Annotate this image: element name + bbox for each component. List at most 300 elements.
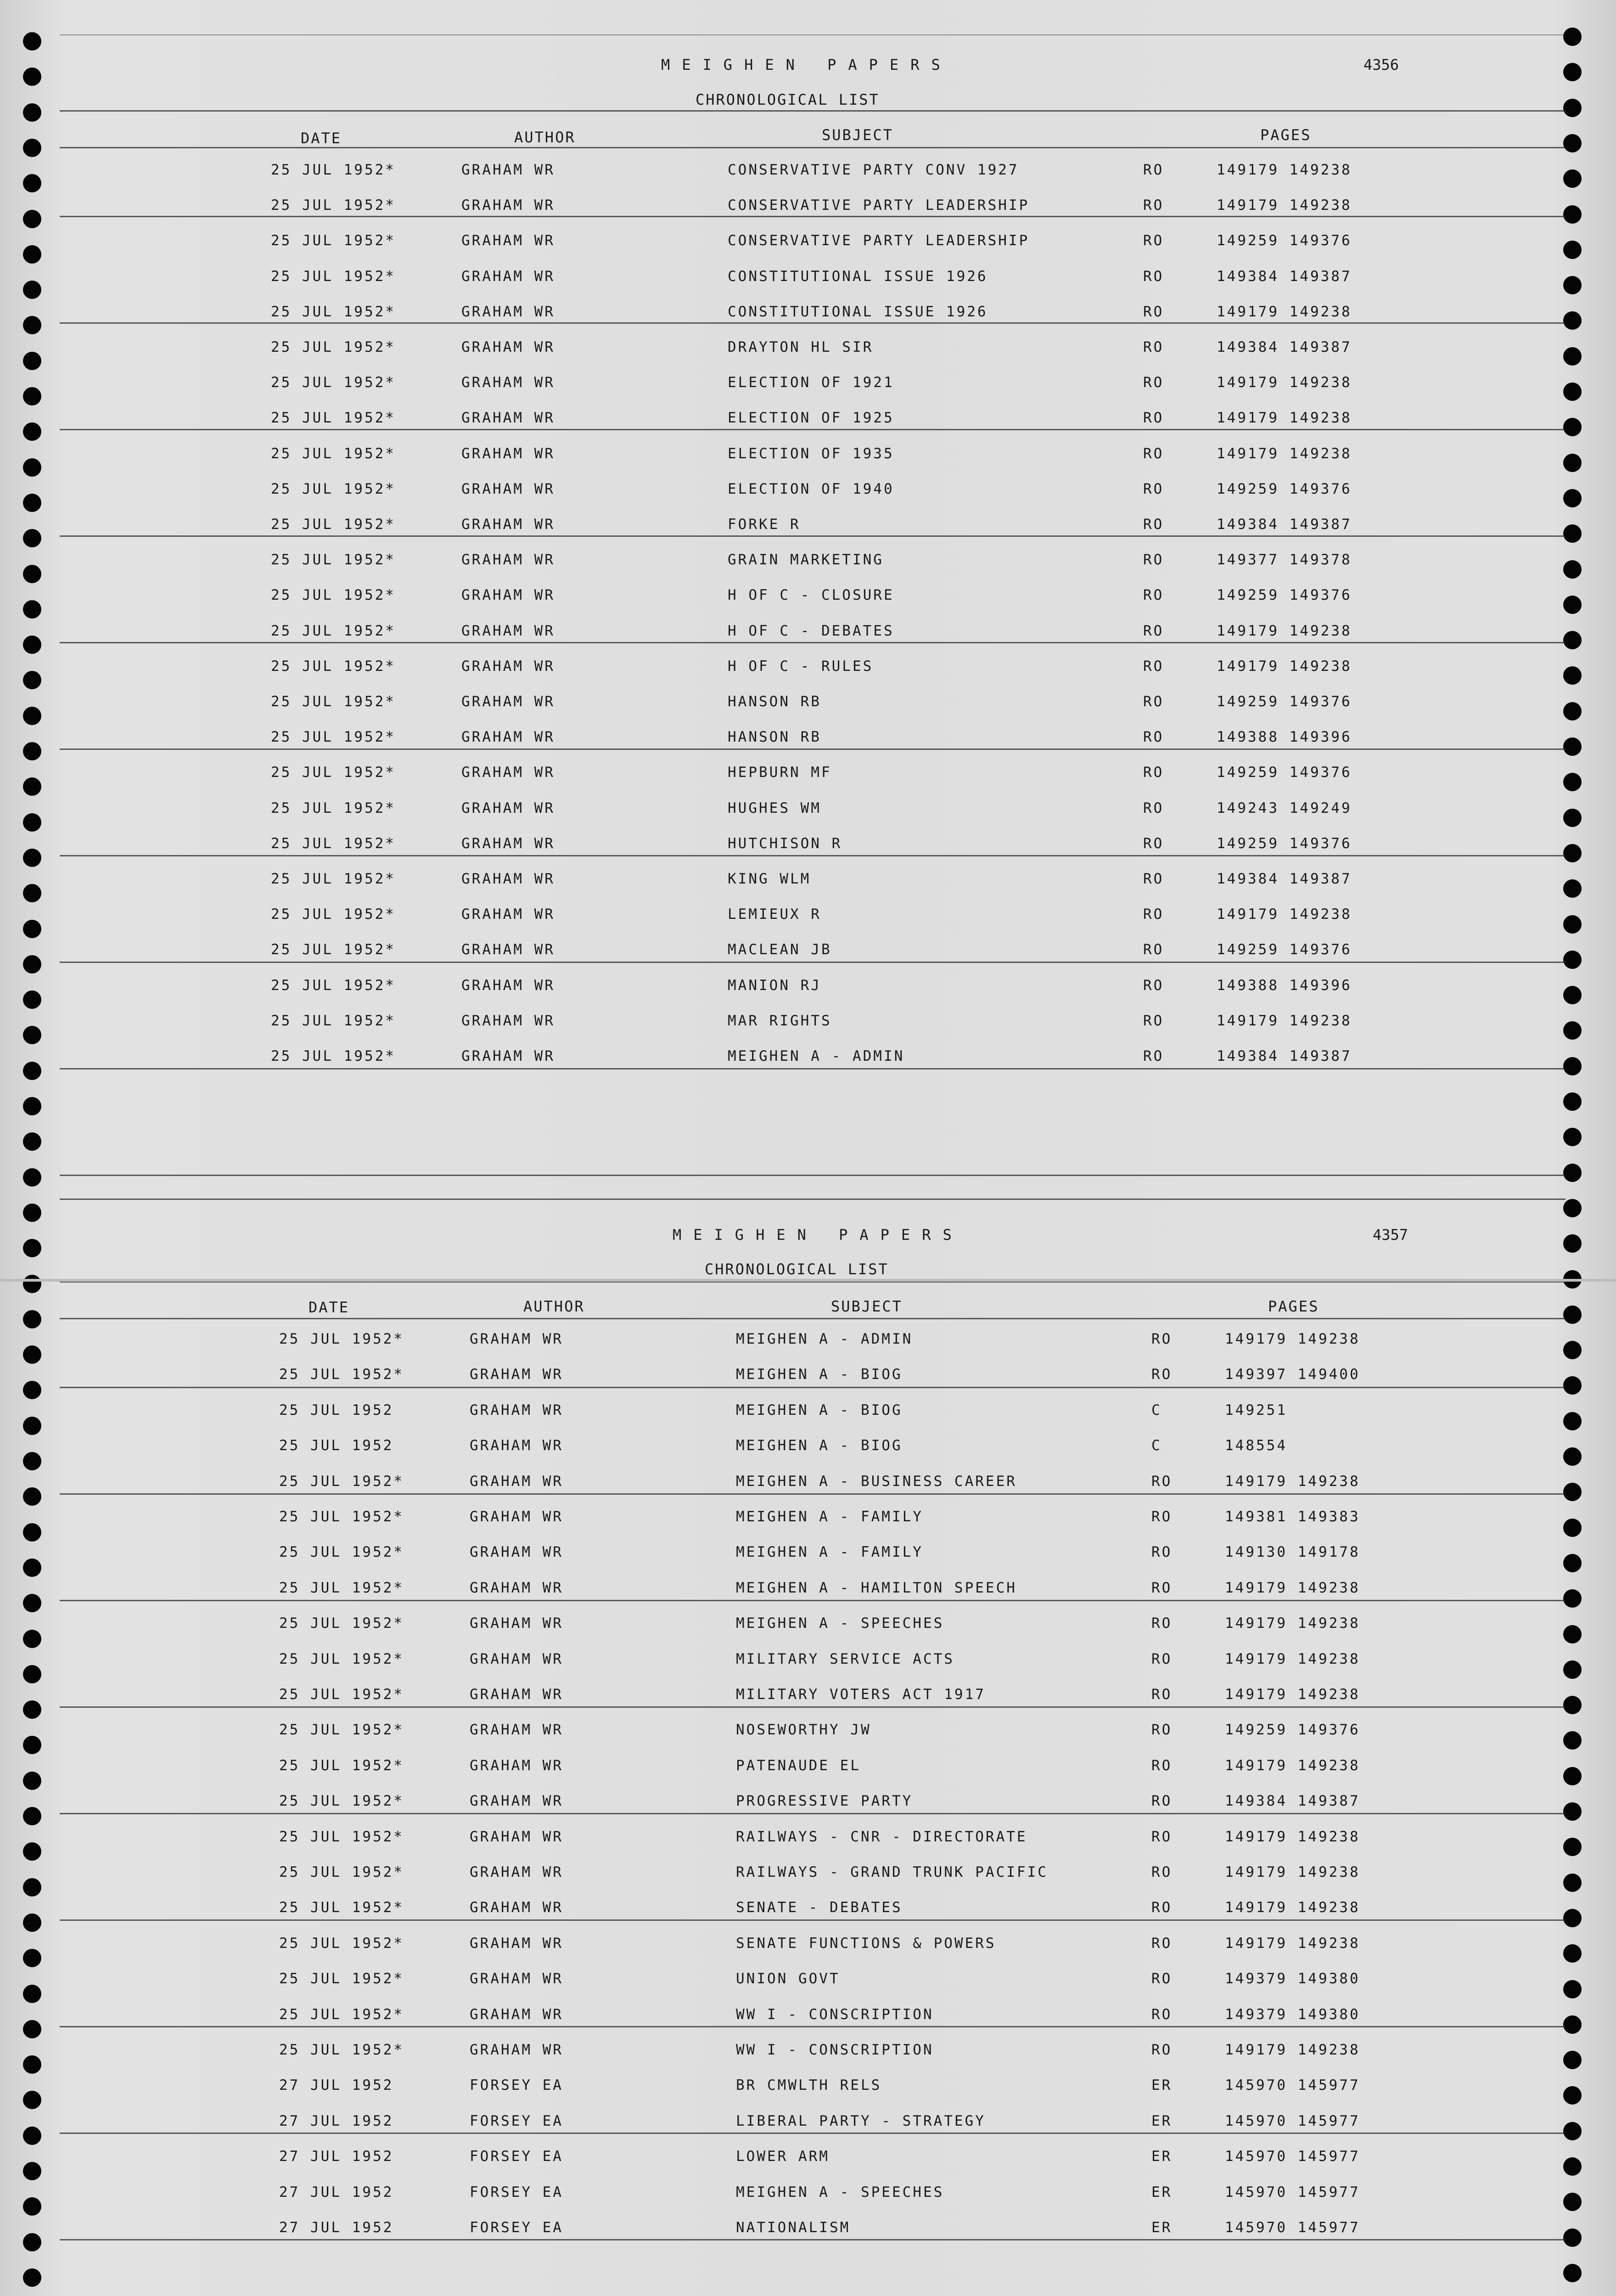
row-author: GRAHAM WR [461, 268, 555, 285]
row-subject: CONSTITUTIONAL ISSUE 1926 [728, 303, 988, 320]
list-item [0, 410, 1616, 437]
row-date: 25 JUL 1952* [279, 1508, 404, 1525]
list-item [0, 941, 1616, 969]
row-type: RO [1143, 799, 1164, 816]
row-date: 25 JUL 1952* [279, 1899, 404, 1916]
ruled-line [60, 1199, 1566, 1200]
row-type: RO [1151, 1722, 1173, 1739]
row-date: 25 JUL 1952* [271, 516, 396, 533]
sprocket-hole [23, 32, 41, 51]
row-author: GRAHAM WR [461, 906, 555, 923]
row-type: RO [1151, 1864, 1173, 1880]
row-type: RO [1143, 693, 1164, 710]
row-date: 25 JUL 1952* [271, 480, 396, 497]
list-item [0, 1686, 1616, 1714]
row-author: GRAHAM WR [461, 941, 555, 958]
row-pages: 149179 149238 [1225, 1686, 1360, 1703]
row-type: RO [1143, 835, 1164, 852]
list-item [0, 1757, 1616, 1785]
ruled-line [60, 1318, 1566, 1319]
list-item [0, 1508, 1616, 1536]
row-pages: 149259 149376 [1217, 232, 1352, 249]
row-subject: RAILWAYS - CNR - DIRECTORATE [736, 1828, 1027, 1845]
list-item [0, 481, 1616, 508]
row-subject: MILITARY VOTERS ACT 1917 [736, 1686, 986, 1703]
row-author: GRAHAM WR [461, 1048, 555, 1064]
sprocket-hole [1563, 99, 1582, 117]
row-type: RO [1143, 162, 1164, 178]
row-subject: LEMIEUX R [728, 906, 821, 923]
sprocket-hole [23, 2268, 41, 2287]
row-subject: FORKE R [728, 516, 801, 533]
row-subject: ELECTION OF 1921 [728, 374, 894, 391]
list-item [0, 729, 1616, 756]
row-date: 25 JUL 1952* [279, 1366, 404, 1383]
row-type: RO [1151, 1828, 1173, 1845]
row-pages: 149179 149238 [1225, 2042, 1360, 2058]
sprocket-hole [23, 1310, 41, 1328]
row-pages: 149259 149376 [1217, 587, 1352, 604]
row-pages: 149179 149238 [1217, 410, 1352, 427]
ruled-line [60, 147, 1566, 148]
row-subject: WW I - CONSCRIPTION [736, 2006, 934, 2023]
row-subject: PROGRESSIVE PARTY [736, 1793, 913, 1810]
row-type: ER [1151, 2077, 1173, 2094]
row-type: RO [1151, 2006, 1173, 2023]
row-date: 25 JUL 1952* [271, 729, 396, 746]
row-date: 25 JUL 1952* [279, 1686, 404, 1703]
row-author: GRAHAM WR [461, 622, 555, 639]
row-subject: UNION GOVT [736, 1970, 840, 1987]
row-pages: 149377 149378 [1217, 551, 1352, 568]
row-subject: SENATE FUNCTIONS & POWERS [736, 1935, 996, 1952]
row-pages: 149179 149238 [1225, 1864, 1360, 1880]
list-item [0, 1366, 1616, 1394]
row-pages: 149179 149238 [1225, 1757, 1360, 1774]
row-author: GRAHAM WR [461, 480, 555, 497]
list-item [0, 304, 1616, 331]
list-item [0, 1473, 1616, 1501]
page-fold [0, 1279, 1616, 1282]
row-date: 25 JUL 1952* [271, 197, 396, 214]
row-type: RO [1143, 232, 1164, 249]
column-header-date: DATE [301, 129, 342, 147]
row-pages: 149179 149238 [1217, 622, 1352, 639]
row-subject: MEIGHEN A - FAMILY [736, 1508, 923, 1525]
row-date: 25 JUL 1952* [271, 445, 396, 462]
row-pages: 149259 149376 [1217, 835, 1352, 852]
row-date: 25 JUL 1952* [279, 1579, 404, 1596]
row-pages: 145970 145977 [1225, 2219, 1360, 2236]
ruled-line [60, 110, 1566, 112]
row-subject: MACLEAN JB [728, 941, 832, 958]
row-pages: 149381 149383 [1225, 1508, 1360, 1525]
list-item [0, 764, 1616, 792]
row-subject: MEIGHEN A - ADMIN [728, 1048, 905, 1064]
row-type: RO [1151, 2042, 1173, 2058]
row-author: GRAHAM WR [461, 729, 555, 746]
row-type: RO [1143, 445, 1164, 462]
row-subject: PATENAUDE EL [736, 1757, 861, 1774]
row-date: 25 JUL 1952* [279, 1473, 404, 1490]
row-subject: WW I - CONSCRIPTION [736, 2042, 934, 2058]
row-pages: 149179 149238 [1217, 162, 1352, 178]
row-pages: 149179 149238 [1217, 197, 1352, 214]
sprocket-hole [23, 1275, 41, 1293]
row-date: 25 JUL 1952* [271, 1048, 396, 1064]
row-date: 25 JUL 1952* [271, 906, 396, 923]
row-author: GRAHAM WR [461, 339, 555, 355]
sprocket-hole [1563, 1199, 1582, 1217]
row-subject: H OF C - CLOSURE [728, 587, 894, 604]
row-subject: MEIGHEN A - SPEECHES [736, 1615, 944, 1632]
row-pages: 149179 149238 [1217, 445, 1352, 462]
row-date: 25 JUL 1952* [279, 2006, 404, 2023]
row-author: GRAHAM WR [461, 658, 555, 675]
row-author: GRAHAM WR [470, 1650, 563, 1667]
row-pages: 149179 149238 [1217, 1012, 1352, 1029]
sprocket-hole [23, 1132, 41, 1151]
row-type: RO [1151, 1579, 1173, 1596]
ruled-line [60, 1175, 1566, 1176]
row-date: 25 JUL 1952* [271, 977, 396, 994]
list-item [0, 445, 1616, 473]
column-header-author: AUTHOR [514, 129, 576, 146]
row-type: RO [1143, 941, 1164, 958]
row-subject: MILITARY SERVICE ACTS [736, 1650, 954, 1667]
row-date: 25 JUL 1952* [279, 1331, 404, 1347]
row-type: RO [1151, 1473, 1173, 1490]
list-item [0, 1970, 1616, 1998]
list-item [0, 162, 1616, 189]
list-item [0, 1544, 1616, 1571]
row-subject: NOSEWORTHY JW [736, 1722, 871, 1739]
row-pages: 149130 149178 [1225, 1544, 1360, 1561]
row-subject: MEIGHEN A - BIOG [736, 1437, 903, 1454]
page-number: 4357 [1373, 1226, 1408, 1244]
row-pages: 149388 149396 [1217, 729, 1352, 746]
row-date: 25 JUL 1952* [271, 835, 396, 852]
list-item [0, 623, 1616, 650]
row-pages: 149259 149376 [1217, 480, 1352, 497]
row-author: GRAHAM WR [461, 551, 555, 568]
sprocket-hole [1563, 134, 1582, 152]
row-subject: MAR RIGHTS [728, 1012, 832, 1029]
row-date: 25 JUL 1952* [271, 268, 396, 285]
row-date: 25 JUL 1952* [271, 693, 396, 710]
row-type: RO [1143, 871, 1164, 887]
row-pages: 149179 149238 [1225, 1331, 1360, 1347]
list-item [0, 1651, 1616, 1678]
page-subtitle: CHRONOLOGICAL LIST [696, 91, 880, 108]
row-subject: SENATE - DEBATES [736, 1899, 903, 1916]
row-pages: 149179 149238 [1217, 906, 1352, 923]
column-header-author: AUTHOR [523, 1298, 585, 1315]
row-pages: 149384 149387 [1217, 1048, 1352, 1064]
row-date: 25 JUL 1952* [271, 410, 396, 427]
row-author: GRAHAM WR [470, 1579, 563, 1596]
row-subject: CONSERVATIVE PARTY LEADERSHIP [728, 197, 1030, 214]
row-author: GRAHAM WR [470, 1544, 563, 1561]
row-subject: MEIGHEN A - ADMIN [736, 1331, 913, 1347]
row-pages: 149179 149238 [1225, 1473, 1360, 1490]
row-pages: 149384 149387 [1217, 516, 1352, 533]
row-author: GRAHAM WR [461, 516, 555, 533]
row-date: 25 JUL 1952* [271, 303, 396, 320]
row-type: C [1151, 1401, 1162, 1418]
row-date: 25 JUL 1952* [271, 374, 396, 391]
list-item [0, 2184, 1616, 2212]
row-author: GRAHAM WR [461, 445, 555, 462]
sprocket-hole [1563, 1164, 1582, 1182]
page-title: MEIGHEN PAPERS [673, 1226, 964, 1244]
row-author: GRAHAM WR [461, 1012, 555, 1029]
row-type: RO [1143, 551, 1164, 568]
sprocket-hole [1563, 1128, 1582, 1146]
sprocket-hole [23, 68, 41, 86]
sprocket-hole [23, 1168, 41, 1187]
row-author: FORSEY EA [470, 2077, 563, 2094]
row-author: FORSEY EA [470, 2148, 563, 2165]
row-type: RO [1151, 1686, 1173, 1703]
row-subject: MEIGHEN A - BIOG [736, 1366, 903, 1383]
list-item [0, 2077, 1616, 2105]
list-item [0, 1013, 1616, 1040]
row-subject: CONSERVATIVE PARTY LEADERSHIP [728, 232, 1030, 249]
row-author: GRAHAM WR [470, 1899, 563, 1916]
column-header-pages: PAGES [1268, 1298, 1319, 1315]
sprocket-hole [1563, 1092, 1582, 1111]
row-author: GRAHAM WR [470, 1401, 563, 1418]
row-type: RO [1151, 1935, 1173, 1952]
list-item [0, 977, 1616, 1005]
row-subject: MEIGHEN A - FAMILY [736, 1544, 923, 1561]
sprocket-hole [23, 1097, 41, 1115]
list-item [0, 587, 1616, 614]
row-author: GRAHAM WR [461, 764, 555, 781]
row-subject: HUTCHISON R [728, 835, 842, 852]
row-subject: HANSON RB [728, 693, 821, 710]
row-author: GRAHAM WR [461, 693, 555, 710]
row-date: 25 JUL 1952* [271, 622, 396, 639]
row-date: 25 JUL 1952* [279, 1935, 404, 1952]
row-pages: 149179 149238 [1217, 658, 1352, 675]
row-subject: BR CMWLTH RELS [736, 2077, 882, 2094]
row-type: RO [1151, 1615, 1173, 1632]
row-subject: GRAIN MARKETING [728, 551, 884, 568]
row-author: GRAHAM WR [470, 1757, 563, 1774]
row-author: GRAHAM WR [470, 2042, 563, 2058]
row-type: ER [1151, 2148, 1173, 2165]
row-pages: 149179 149238 [1225, 1650, 1360, 1667]
row-type: RO [1143, 587, 1164, 604]
row-subject: H OF C - DEBATES [728, 622, 894, 639]
row-date: 27 JUL 1952 [279, 2219, 394, 2236]
row-subject: LOWER ARM [736, 2148, 830, 2165]
row-type: RO [1143, 197, 1164, 214]
row-date: 25 JUL 1952* [271, 1012, 396, 1029]
list-item [0, 906, 1616, 934]
row-type: RO [1143, 622, 1164, 639]
row-subject: ELECTION OF 1940 [728, 480, 894, 497]
row-subject: HANSON RB [728, 729, 821, 746]
row-pages: 145970 145977 [1225, 2112, 1360, 2129]
row-author: GRAHAM WR [470, 1366, 563, 1383]
list-item [0, 232, 1616, 260]
sprocket-hole [1563, 28, 1582, 46]
sprocket-hole [23, 103, 41, 122]
row-type: ER [1151, 2219, 1173, 2236]
row-pages: 149179 149238 [1225, 1615, 1360, 1632]
row-subject: KING WLM [728, 871, 811, 887]
row-subject: RAILWAYS - GRAND TRUNK PACIFIC [736, 1864, 1048, 1880]
sprocket-hole [1563, 63, 1582, 81]
row-author: GRAHAM WR [470, 1437, 563, 1454]
row-pages: 149259 149376 [1217, 764, 1352, 781]
list-item [0, 1864, 1616, 1891]
row-author: GRAHAM WR [461, 374, 555, 391]
row-pages: 149179 149238 [1217, 303, 1352, 320]
sprocket-hole [1563, 1306, 1582, 1324]
row-type: RO [1143, 303, 1164, 320]
row-type: ER [1151, 2183, 1173, 2200]
column-header-subject: SUBJECT [831, 1298, 903, 1315]
row-date: 27 JUL 1952 [279, 2077, 394, 2094]
row-type: RO [1143, 977, 1164, 994]
row-subject: CONSTITUTIONAL ISSUE 1926 [728, 268, 988, 285]
page-number: 4356 [1364, 56, 1399, 73]
row-pages: 149379 149380 [1225, 2006, 1360, 2023]
row-date: 25 JUL 1952* [279, 1864, 404, 1880]
row-date: 27 JUL 1952 [279, 2148, 394, 2165]
list-item [0, 1580, 1616, 1607]
row-date: 25 JUL 1952* [279, 1970, 404, 1987]
list-item [0, 693, 1616, 721]
row-pages: 149384 149387 [1217, 268, 1352, 285]
page-subtitle: CHRONOLOGICAL LIST [705, 1261, 889, 1278]
sprocket-hole [23, 1204, 41, 1222]
list-item [0, 1829, 1616, 1856]
row-type: RO [1143, 268, 1164, 285]
list-item [0, 1437, 1616, 1465]
list-item [0, 516, 1616, 544]
row-author: GRAHAM WR [470, 1508, 563, 1525]
list-item [0, 1722, 1616, 1749]
row-author: GRAHAM WR [470, 1935, 563, 1952]
list-item [0, 551, 1616, 579]
row-subject: CONSERVATIVE PARTY CONV 1927 [728, 162, 1019, 178]
list-item [0, 800, 1616, 827]
row-pages: 149251 [1225, 1401, 1287, 1418]
row-date: 25 JUL 1952* [279, 1615, 404, 1632]
row-subject: NATIONALISM [736, 2219, 851, 2236]
row-author: GRAHAM WR [461, 977, 555, 994]
row-author: GRAHAM WR [461, 799, 555, 816]
row-type: RO [1143, 480, 1164, 497]
row-type: RO [1143, 658, 1164, 675]
row-pages: 149179 149238 [1217, 374, 1352, 391]
list-item [0, 1935, 1616, 1963]
row-author: GRAHAM WR [470, 1864, 563, 1880]
row-pages: 149384 149387 [1217, 871, 1352, 887]
row-author: GRAHAM WR [461, 232, 555, 249]
column-header-pages: PAGES [1260, 126, 1312, 144]
row-author: FORSEY EA [470, 2112, 563, 2129]
row-pages: 149384 149387 [1217, 339, 1352, 355]
row-date: 25 JUL 1952* [279, 1722, 404, 1739]
row-subject: DRAYTON HL SIR [728, 339, 874, 355]
row-subject: LIBERAL PARTY - STRATEGY [736, 2112, 986, 2129]
row-subject: ELECTION OF 1925 [728, 410, 894, 427]
row-subject: MEIGHEN A - BUSINESS CAREER [736, 1473, 1017, 1490]
row-date: 25 JUL 1952* [271, 551, 396, 568]
sprocket-hole [1563, 1234, 1582, 1253]
row-type: RO [1151, 1331, 1173, 1347]
list-item [0, 871, 1616, 898]
row-pages: 149179 149238 [1225, 1828, 1360, 1845]
list-item [0, 197, 1616, 225]
row-date: 25 JUL 1952* [279, 1828, 404, 1845]
row-date: 25 JUL 1952* [271, 232, 396, 249]
row-author: GRAHAM WR [470, 1828, 563, 1845]
row-date: 25 JUL 1952* [279, 1793, 404, 1810]
list-item [0, 2148, 1616, 2176]
row-type: RO [1143, 410, 1164, 427]
sprocket-hole [23, 139, 41, 157]
row-date: 25 JUL 1952* [279, 2042, 404, 2058]
row-author: GRAHAM WR [470, 1686, 563, 1703]
row-author: GRAHAM WR [470, 2006, 563, 2023]
row-author: GRAHAM WR [470, 1473, 563, 1490]
list-item [0, 658, 1616, 686]
row-subject: HUGHES WM [728, 799, 821, 816]
row-type: RO [1143, 906, 1164, 923]
row-author: GRAHAM WR [461, 410, 555, 427]
row-author: GRAHAM WR [470, 1793, 563, 1810]
row-type: RO [1143, 339, 1164, 355]
list-item [0, 1402, 1616, 1429]
row-type: RO [1151, 1757, 1173, 1774]
row-type: RO [1151, 1793, 1173, 1810]
list-item [0, 2006, 1616, 2034]
row-date: 25 JUL 1952* [279, 1757, 404, 1774]
row-type: RO [1143, 1048, 1164, 1064]
row-date: 25 JUL 1952 [279, 1437, 394, 1454]
row-pages: 148554 [1225, 1437, 1287, 1454]
row-author: GRAHAM WR [461, 197, 555, 214]
row-author: GRAHAM WR [461, 835, 555, 852]
row-author: GRAHAM WR [461, 871, 555, 887]
row-pages: 149179 149238 [1225, 1935, 1360, 1952]
ruled-line [60, 34, 1566, 35]
row-subject: ELECTION OF 1935 [728, 445, 894, 462]
row-author: GRAHAM WR [470, 1970, 563, 1987]
row-type: ER [1151, 2112, 1173, 2129]
row-pages: 149179 149238 [1225, 1899, 1360, 1916]
row-author: GRAHAM WR [461, 303, 555, 320]
row-type: RO [1143, 729, 1164, 746]
row-author: GRAHAM WR [470, 1615, 563, 1632]
row-type: C [1151, 1437, 1162, 1454]
row-type: RO [1151, 1970, 1173, 1987]
row-author: FORSEY EA [470, 2219, 563, 2236]
row-date: 25 JUL 1952* [271, 941, 396, 958]
row-pages: 149379 149380 [1225, 1970, 1360, 1987]
row-subject: MANION RJ [728, 977, 821, 994]
row-subject: H OF C - RULES [728, 658, 874, 675]
sprocket-hole [1563, 2264, 1582, 2282]
row-pages: 145970 145977 [1225, 2148, 1360, 2165]
